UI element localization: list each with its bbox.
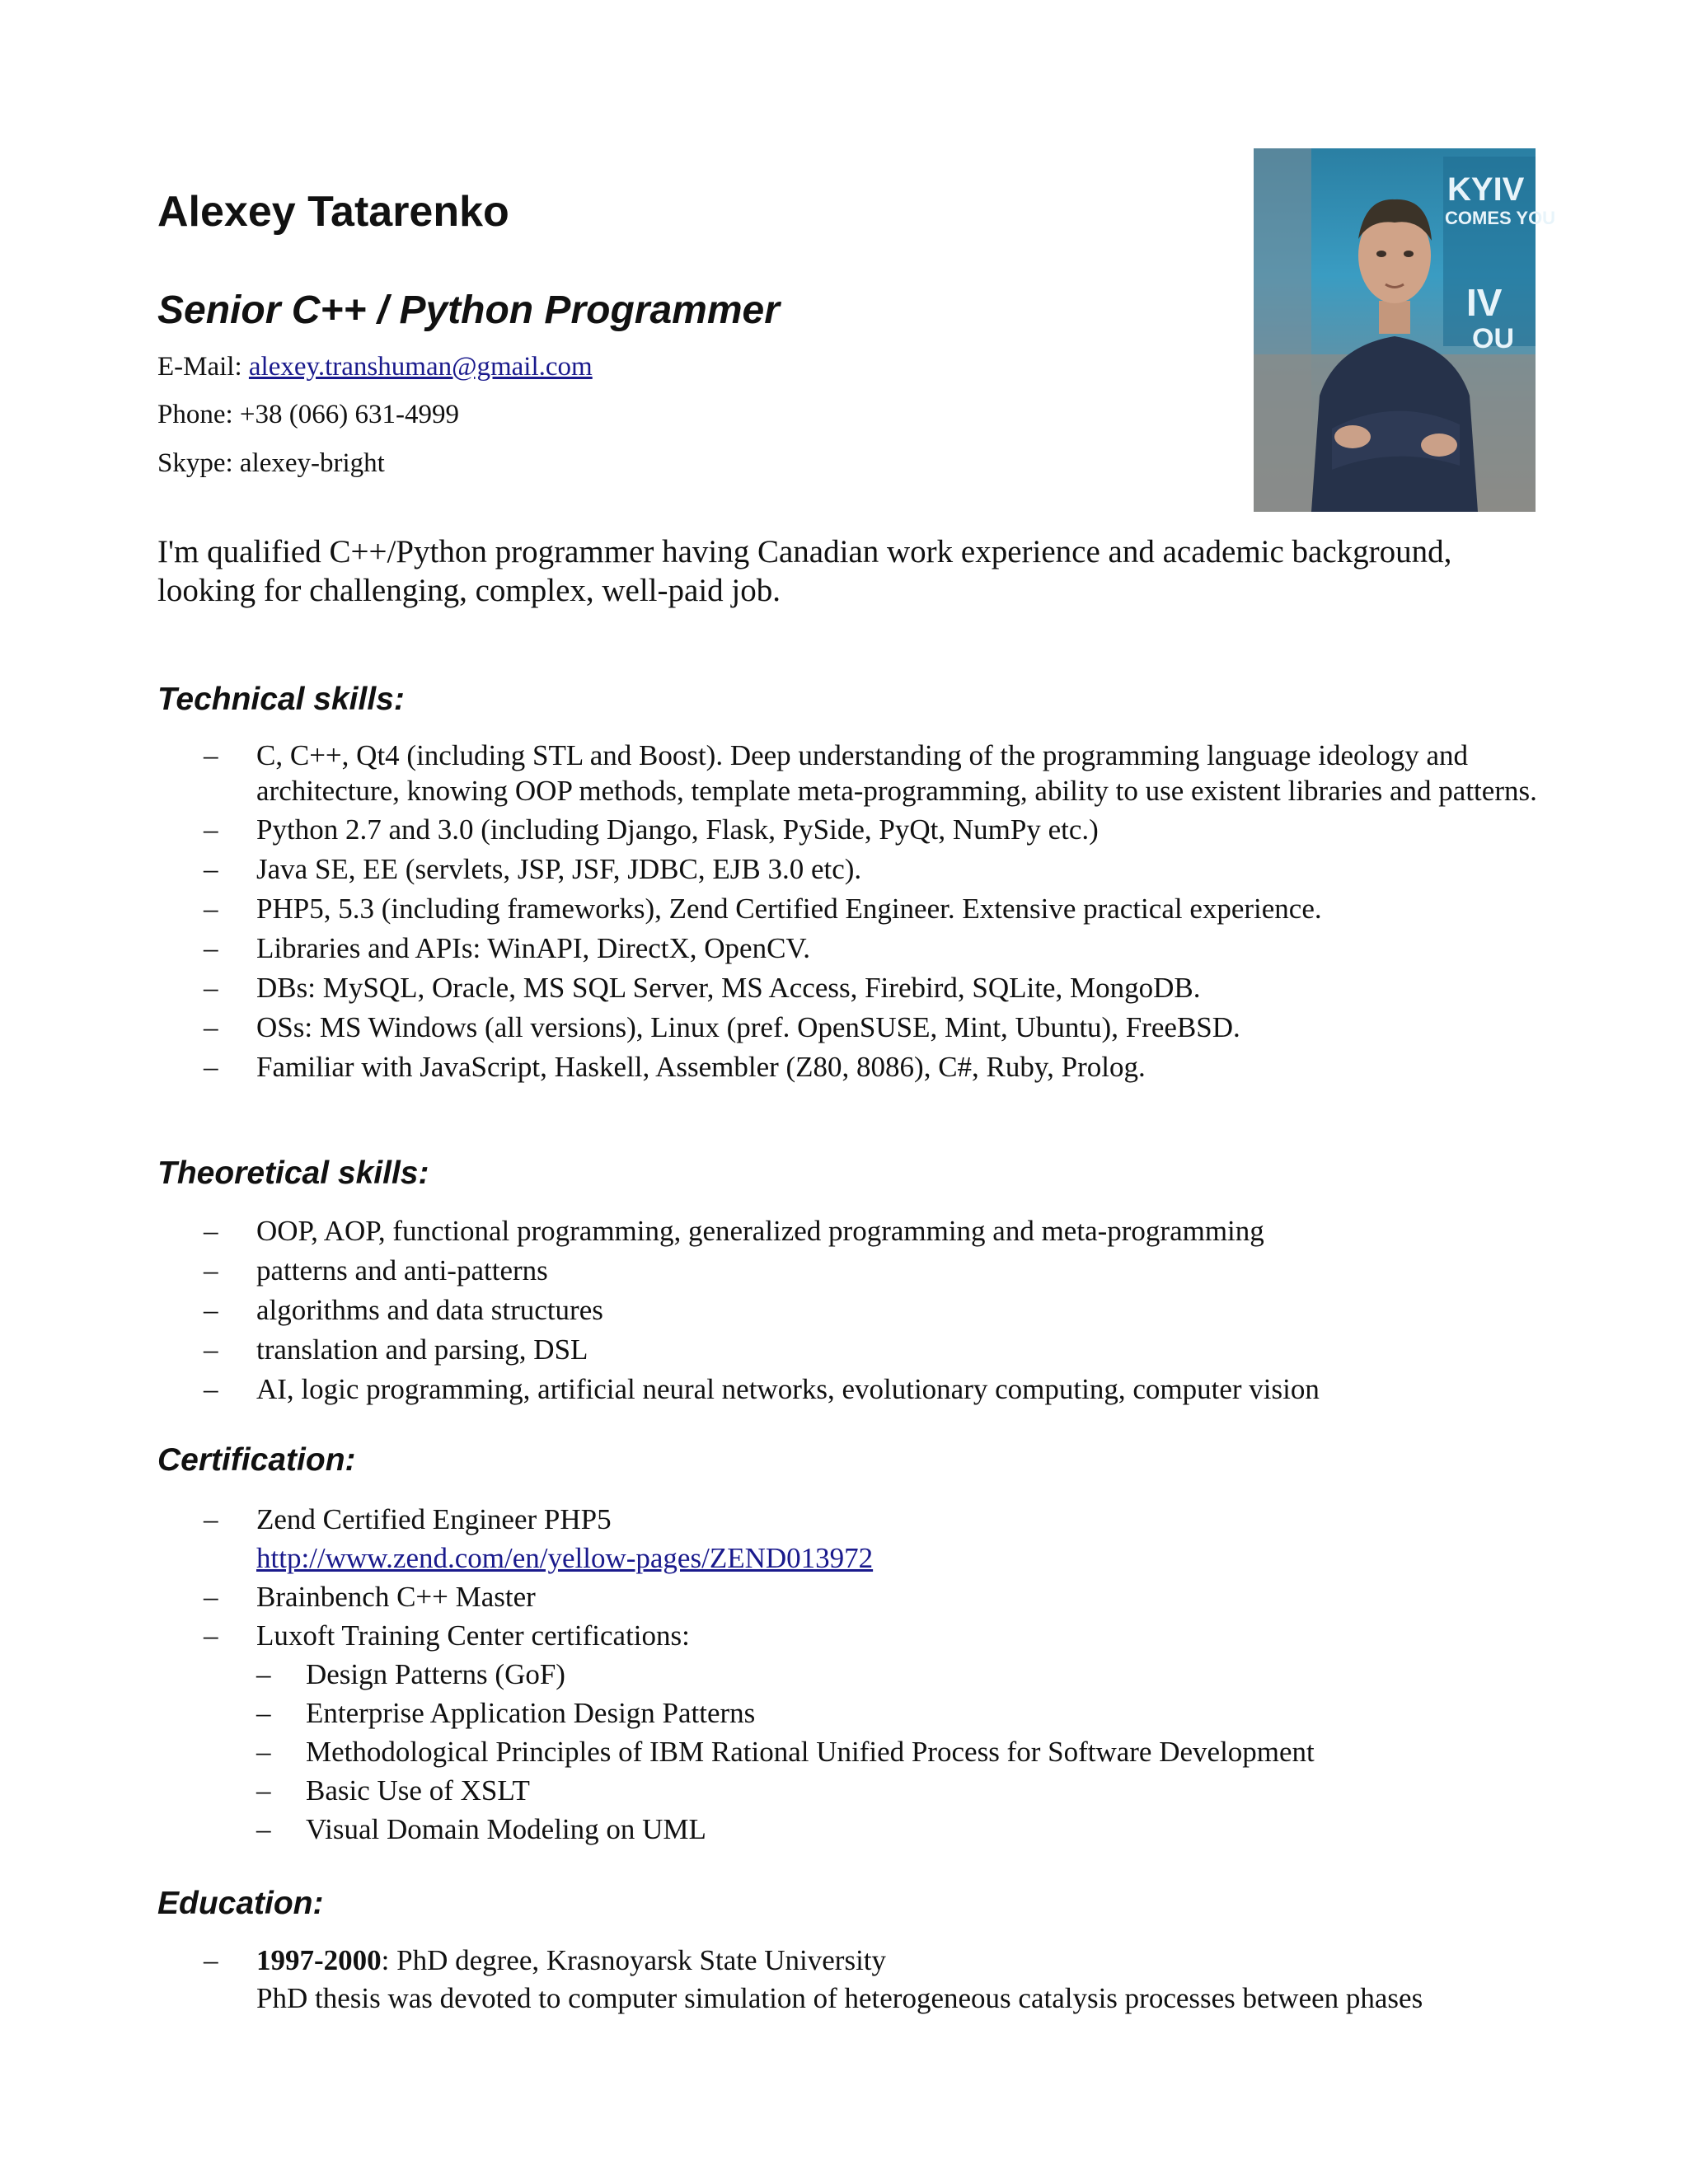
profile-photo: [1254, 148, 1556, 512]
list-item: – C, C++, Qt4 (including STL and Boost). Deep understanding of the programming language ideology and architecture, knowing OOP methods, template meta-programming, ability to use existent libraries and patterns.: [157, 738, 1542, 808]
skype-line: Skype: alexey-bright: [157, 448, 385, 478]
job-title: Senior C++ / Python Programmer: [157, 288, 780, 332]
list-item: – Python 2.7 and 3.0 (including Django, Flask, PySide, PyQt, NumPy etc.): [157, 812, 1542, 848]
zend-profile-link[interactable]: http://www.zend.com/en/yellow-pages/ZEND013972: [256, 1542, 874, 1574]
list-item: – OSs: MS Windows (all versions), Linux (pref. OpenSUSE, Mint, Ubuntu), FreeBSD.: [157, 1010, 1542, 1046]
list-item: [157, 1942, 1542, 2018]
list-item: – Libraries and APIs: WinAPI, DirectX, OpenCV.: [157, 930, 1542, 967]
list-item: – Methodological Principles of IBM Rational Unified Process for Software Development: [256, 1732, 1542, 1771]
list-item: [157, 1616, 1542, 1849]
list-item: – Familiar with JavaScript, Haskell, Assembler (Z80, 8086), C#, Ruby, Prolog.: [157, 1049, 1542, 1085]
education-degree: : PhD degree, Krasnoyarsk State University: [381, 1944, 887, 1976]
email-line: [157, 351, 593, 384]
list-item: [157, 1500, 1542, 1577]
list-item: – Design Patterns (GoF): [256, 1655, 1542, 1694]
list-item: – PHP5, 5.3 (including frameworks), Zend Certified Engineer. Extensive practical experience.: [157, 891, 1542, 927]
list-item: – Enterprise Application Design Patterns: [256, 1694, 1542, 1732]
email-label: E-Mail:: [157, 352, 249, 382]
education-list: [157, 1942, 1542, 2018]
list-item: – algorithms and data structures: [157, 1291, 1542, 1330]
candidate-name: Alexey Tatarenko: [157, 188, 509, 236]
list-item: – Java SE, EE (servlets, JSP, JSF, JDBC, EJB 3.0 etc).: [157, 851, 1542, 888]
photo-sign-text: OU: [1472, 323, 1514, 354]
theoretical-skills-list: [157, 1212, 1542, 1409]
zend-certificate: Zend Certified Engineer PHP5: [256, 1503, 612, 1535]
certification-heading: Certification:: [157, 1442, 356, 1478]
list-item: – translation and parsing, DSL: [157, 1330, 1542, 1370]
summary-paragraph: I'm qualified C++/Python programmer having Canadian work experience and academic background, looking for challenging, complex, well-paid job.: [157, 534, 1452, 608]
list-item: – Basic Use of XSLT: [256, 1771, 1542, 1810]
list-item: – DBs: MySQL, Oracle, MS SQL Server, MS Access, Firebird, SQLite, MongoDB.: [157, 970, 1542, 1006]
list-item: – OOP, AOP, functional programming, generalized programming and meta-programming: [157, 1212, 1542, 1251]
education-thesis: PhD thesis was devoted to computer simulation of heterogeneous catalysis processes between phases: [256, 1982, 1423, 2014]
luxoft-certifications-label: Luxoft Training Center certifications:: [256, 1619, 690, 1652]
education-years: 1997-2000: [256, 1944, 382, 1976]
list-item: – AI, logic programming, artificial neural networks, evolutionary computing, computer vision: [157, 1370, 1542, 1409]
luxoft-certifications-list: [256, 1655, 1542, 1849]
theoretical-skills-heading: Theoretical skills:: [157, 1155, 429, 1191]
list-item: – Visual Domain Modeling on UML: [256, 1810, 1542, 1849]
technical-skills-heading: Technical skills:: [157, 682, 405, 717]
technical-skills-list: [157, 738, 1542, 1085]
certification-list: [157, 1500, 1542, 1849]
photo-sign-text: IV: [1466, 281, 1503, 324]
photo-sign-text: COMES YOU: [1445, 208, 1556, 228]
email-link[interactable]: alexey.transhuman@gmail.com: [248, 352, 593, 382]
list-item: – patterns and anti-patterns: [157, 1251, 1542, 1291]
education-heading: Education:: [157, 1886, 324, 1921]
photo-sign-text: KYIV: [1447, 171, 1525, 208]
list-item: – Brainbench C++ Master: [157, 1577, 1542, 1616]
phone-line: Phone: +38 (066) 631-4999: [157, 400, 459, 429]
